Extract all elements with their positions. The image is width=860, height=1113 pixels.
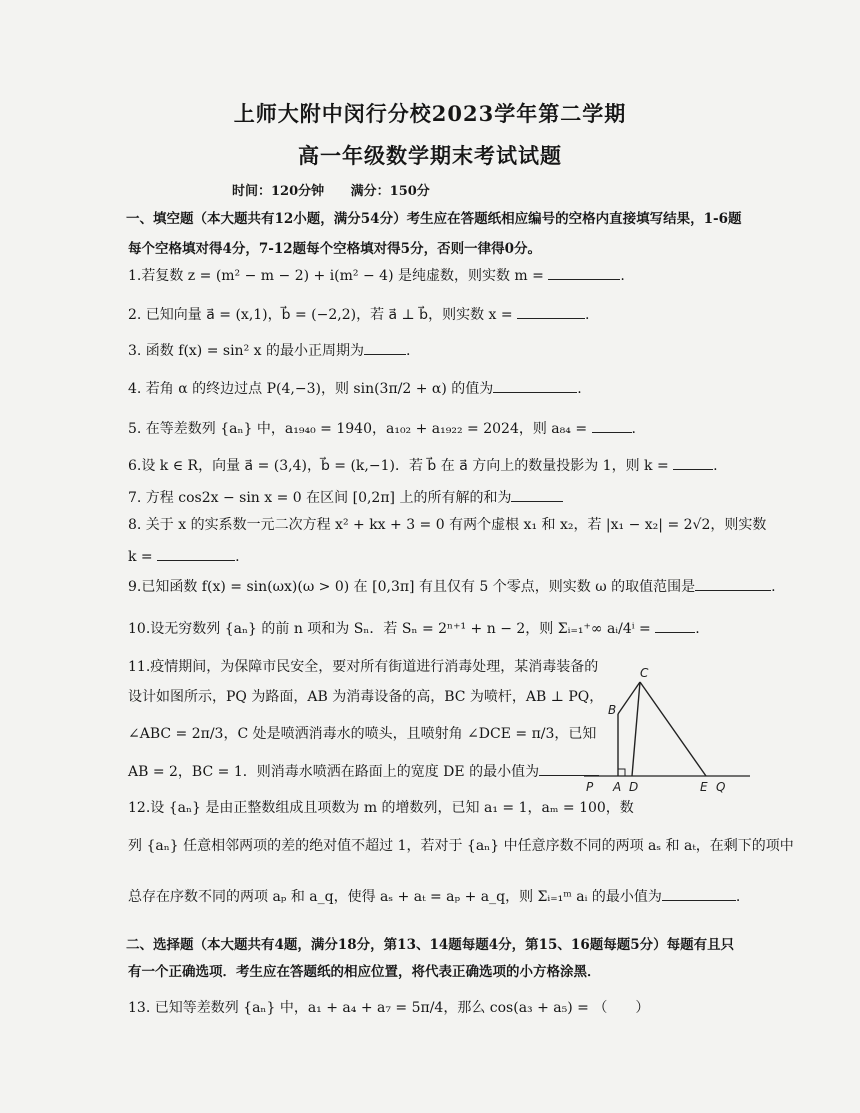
- question-1: 1.若复数 z = (m² − m − 2) + i(m² − 4) 是纯虚数，则实数 m = .: [128, 265, 625, 286]
- question-12-line1: 12.设 {aₙ} 是由正整数组成且项数为 m 的增数列，已知 a₁ = 1，aₘ = 100，数: [128, 800, 634, 816]
- section1-heading-line2: 每个空格填对得4分，7-12题每个空格填对得5分，否则一律得0分。: [128, 241, 541, 257]
- section2-heading-line2: 有一个正确选项．考生应在答题纸的相应位置，将代表正确选项的小方格涂黑．: [128, 964, 601, 980]
- answer-blank-5[interactable]: [592, 418, 632, 433]
- question-13-text: 13. 已知等差数列 {aₙ} 中，a₁ + a₄ + a₇ = 5π/4，那么 cos(a₃ + a₅) = （ ）: [128, 1000, 650, 1016]
- question-9-text: 9.已知函数 f(x) = sin(ωx)(ω > 0) 在 [0,3π] 有且仅有 5 个零点，则实数 ω 的取值范围是: [128, 579, 696, 595]
- segment-ce: [640, 682, 706, 776]
- question-8-text: k =: [128, 549, 158, 565]
- question-11-line3: ∠ABC = 2π/3，C 处是喷洒消毒水的喷头，且喷射角 ∠DCE = π/3，已知: [128, 726, 597, 742]
- section1-heading-line1: 一、填空题（本大题共有12小题，满分54分）考生应在答题纸相应编号的空格内直接填写结果，1-6题: [126, 211, 742, 227]
- question-5: 5. 在等差数列 {aₙ} 中，a₁₉₄₀ = 1940，a₁₀₂ + a₁₉₂₂ = 2024，则 a₈₄ = .: [128, 418, 636, 439]
- label-b: B: [608, 703, 617, 717]
- answer-blank-3[interactable]: [364, 340, 406, 355]
- label-q: Q: [716, 780, 726, 794]
- label-d: D: [629, 780, 639, 794]
- question-7-text: 7. 方程 cos2x − sin x = 0 在区间 [0,2π] 上的所有解的和为: [128, 490, 512, 506]
- answer-blank-10[interactable]: [655, 618, 695, 633]
- label-p: P: [586, 780, 594, 794]
- right-angle-mark: [618, 769, 625, 776]
- question-2-text: 2. 已知向量 a⃗ = (x,1)，b⃗ = (−2,2)，若 a⃗ ⊥ b⃗，则实数 x =: [128, 307, 518, 323]
- exam-score: 满分：150分: [350, 184, 430, 199]
- label-c: C: [640, 668, 649, 680]
- question-2: 2. 已知向量 a⃗ = (x,1)，b⃗ = (−2,2)，若 a⃗ ⊥ b⃗，则实数 x = .: [128, 304, 590, 325]
- question-12-line2: 列 {aₙ} 任意相邻两项的差的绝对值不超过 1，若对于 {aₙ} 中任意序数不同的两项 aₛ 和 aₜ，在剩下的项中: [128, 838, 794, 854]
- question-4-text: 4. 若角 α 的终边过点 P(4,−3)，则 sin(3π/2 + α) 的值为: [128, 381, 494, 397]
- question-11-text: AB = 2，BC = 1．则消毒水喷洒在路面上的宽度 DE 的最小值为: [128, 764, 540, 780]
- question-6: 6.设 k ∈ R，向量 a⃗ = (3,4)，b⃗ = (k,−1)．若 b⃗ 在 a⃗ 方向上的数量投影为 1，则 k = .: [128, 455, 718, 476]
- exam-title-line1: 上师大附中闵行分校2023学年第二学期: [233, 101, 627, 126]
- label-a: A: [613, 780, 622, 794]
- answer-blank-2[interactable]: [517, 304, 585, 319]
- question-11-line1: 11.疫情期间，为保障市民安全，要对所有街道进行消毒处理，某消毒装备的: [128, 659, 599, 675]
- question-6-text: 6.设 k ∈ R，向量 a⃗ = (3,4)，b⃗ = (k,−1)．若 b⃗ 在 a⃗ 方向上的数量投影为 1，则 k =: [128, 458, 674, 474]
- answer-blank-12[interactable]: [662, 886, 736, 901]
- section2-heading-line1: 二、选择题（本大题共有4题，满分18分，第13、14题每题4分，第15、16题每题5分）每题有且只: [126, 937, 735, 953]
- answer-blank-6[interactable]: [673, 455, 713, 470]
- sprayer-diagram: [576, 668, 756, 800]
- answer-blank-7[interactable]: [511, 487, 563, 502]
- question-3-text: 3. 函数 f(x) = sin² x 的最小正周期为: [128, 343, 364, 359]
- question-12-line3: 总存在序数不同的两项 aₚ 和 a_q，使得 aₛ + aₜ = aₚ + a_q，则 Σᵢ₌₁ᵐ aᵢ 的最小值为 .: [128, 886, 740, 907]
- question-11-line2: 设计如图所示，PQ 为路面，AB 为消毒设备的高，BC 为喷杆，AB ⊥ PQ，: [128, 689, 604, 705]
- question-12-text: 总存在序数不同的两项 aₚ 和 a_q，使得 aₛ + aₜ = aₚ + a_q，则 Σᵢ₌₁ᵐ aᵢ 的最小值为: [128, 889, 662, 905]
- question-9: 9.已知函数 f(x) = sin(ωx)(ω > 0) 在 [0,3π] 有且仅有 5 个零点，则实数 ω 的取值范围是 .: [128, 576, 776, 597]
- answer-blank-1[interactable]: [548, 265, 620, 280]
- exam-title-line2: 高一年级数学期末考试试题: [298, 143, 562, 168]
- question-8-line1: 8. 关于 x 的实系数一元二次方程 x² + kx + 3 = 0 有两个虚根 x₁ 和 x₂，若 |x₁ − x₂| = 2√2，则实数: [128, 517, 767, 533]
- segment-cd: [632, 682, 640, 776]
- question-5-text: 5. 在等差数列 {aₙ} 中，a₁₉₄₀ = 1940，a₁₀₂ + a₁₉₂₂ = 2024，则 a₈₄ =: [128, 421, 592, 437]
- question-10: 10.设无穷数列 {aₙ} 的前 n 项和为 Sₙ．若 Sₙ = 2ⁿ⁺¹ + n − 2，则 Σᵢ₌₁⁺∞ aᵢ/4ⁱ = .: [128, 618, 700, 639]
- question-13: [128, 998, 649, 1018]
- exam-meta: [232, 180, 452, 199]
- answer-blank-4[interactable]: [493, 378, 577, 393]
- question-7: [128, 487, 563, 508]
- question-8-line2: k = .: [128, 546, 240, 567]
- exam-time: 时间：120分钟: [232, 184, 325, 199]
- question-1-text: 1.若复数 z = (m² − m − 2) + i(m² − 4) 是纯虚数，则实数 m =: [128, 268, 549, 284]
- question-11-line4: [128, 761, 599, 782]
- question-4: 4. 若角 α 的终边过点 P(4,−3)，则 sin(3π/2 + α) 的值为 .: [128, 378, 582, 399]
- label-e: E: [700, 780, 708, 794]
- answer-blank-9[interactable]: [695, 576, 771, 591]
- answer-blank-8[interactable]: [157, 546, 235, 561]
- question-10-text: 10.设无穷数列 {aₙ} 的前 n 项和为 Sₙ．若 Sₙ = 2ⁿ⁺¹ + n − 2，则 Σᵢ₌₁⁺∞ aᵢ/4ⁱ =: [128, 621, 656, 637]
- question-3: 3. 函数 f(x) = sin² x 的最小正周期为 .: [128, 340, 410, 361]
- segment-bc: [618, 682, 640, 714]
